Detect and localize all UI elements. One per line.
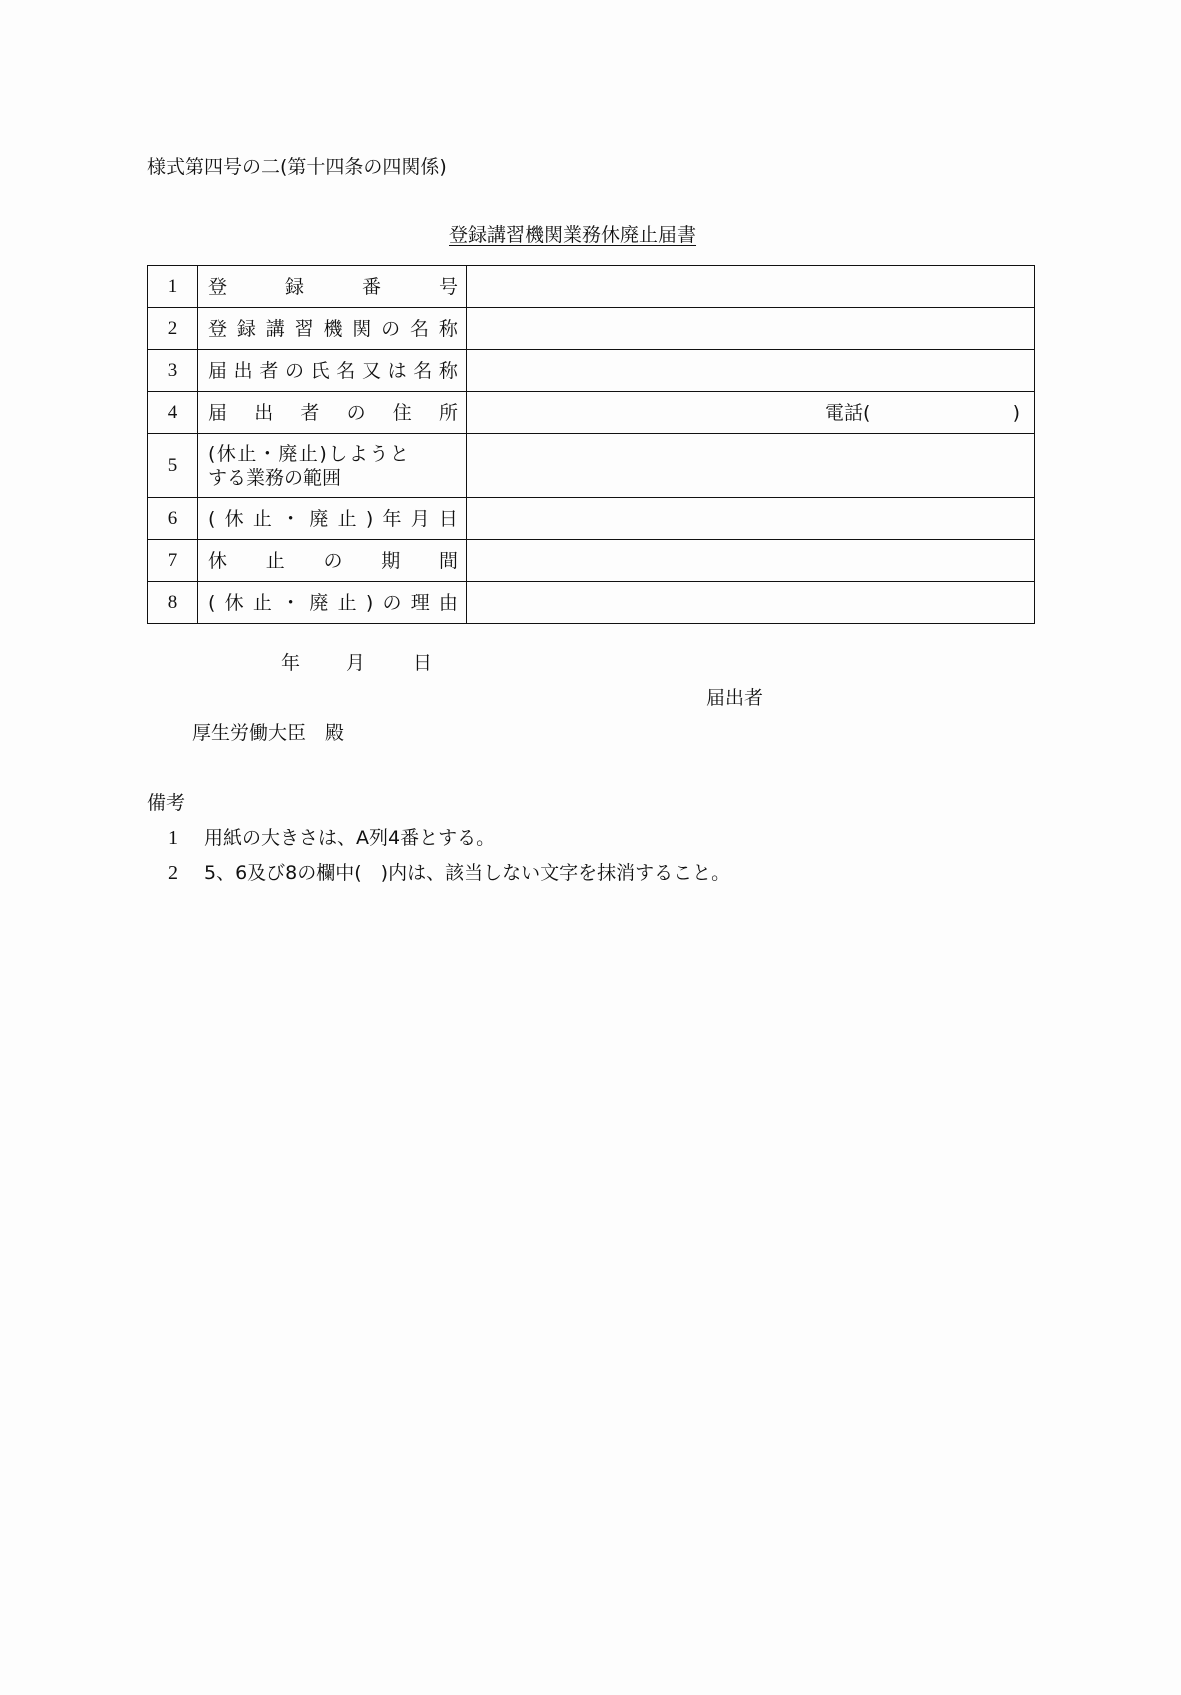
- notification-form-table: [147, 265, 1035, 624]
- table-row-suspension-reason: [148, 582, 1035, 624]
- table-row-suspension-period: [148, 540, 1035, 582]
- row-label-suspension-period: 休 止 の 期 間: [198, 540, 467, 582]
- row-number: 8: [148, 582, 198, 624]
- row-label-notifier-name: 届 出 者 の 氏 名 又 は 名 称: [198, 350, 467, 392]
- row-number: 3: [148, 350, 198, 392]
- addressee: 厚生労働大臣 殿: [192, 722, 345, 744]
- notifier-address-field[interactable]: [467, 392, 1035, 434]
- remark-item: [168, 826, 495, 850]
- row-number: 6: [148, 498, 198, 540]
- table-row-suspension-date: [148, 498, 1035, 540]
- row-number: 1: [148, 266, 198, 308]
- table-row-notifier-name: [148, 350, 1035, 392]
- phone-close-paren: ): [1012, 401, 1020, 424]
- suspension-date-field[interactable]: [467, 498, 1035, 540]
- remark-number: 2: [168, 862, 178, 884]
- remark-number: 1: [168, 827, 178, 849]
- remark-text: 用紙の大きさは、A列4番とする。: [204, 827, 496, 849]
- phone-label: 電話(: [825, 401, 871, 424]
- document-title: 登録講習機関業務休廃止届書: [449, 224, 697, 246]
- date-day-label: 日: [413, 652, 433, 674]
- row-number: 4: [148, 392, 198, 434]
- table-row-notifier-address: [148, 392, 1035, 434]
- notifier-name-field[interactable]: [467, 350, 1035, 392]
- table-row-registration-number: [148, 266, 1035, 308]
- row-number: 2: [148, 308, 198, 350]
- row-number: 5: [148, 434, 198, 498]
- date-year-label: 年: [281, 652, 301, 674]
- suspension-period-field[interactable]: [467, 540, 1035, 582]
- suspension-reason-field[interactable]: [467, 582, 1035, 624]
- remark-text: 5、6及び8の欄中( )内は、該当しない文字を抹消すること。: [204, 862, 731, 884]
- row-label-notifier-address: 届 出 者 の 住 所: [198, 392, 467, 434]
- row-label-suspension-reason: ( 休 止 ・ 廃 止 ) の 理 由: [198, 582, 467, 624]
- notifier-label: 届出者: [706, 687, 764, 709]
- date-month-label: 月: [346, 652, 366, 674]
- row-label-business-scope: (休止・廃止)しようと する業務の範囲: [198, 434, 467, 498]
- row-label-registration-number: 登 録 番 号: [198, 266, 467, 308]
- remark-item: [168, 861, 730, 885]
- table-row-institution-name: [148, 308, 1035, 350]
- institution-name-field[interactable]: [467, 308, 1035, 350]
- remarks-title: 備考: [147, 792, 186, 814]
- registration-number-field[interactable]: [467, 266, 1035, 308]
- business-scope-field[interactable]: [467, 434, 1035, 498]
- table-row-business-scope: [148, 434, 1035, 498]
- row-label-suspension-date: ( 休 止 ・ 廃 止 ) 年 月 日: [198, 498, 467, 540]
- row-number: 7: [148, 540, 198, 582]
- form-reference: 様式第四号の二(第十四条の四関係): [147, 156, 447, 178]
- row-label-institution-name: 登 録 講 習 機 関 の 名 称: [198, 308, 467, 350]
